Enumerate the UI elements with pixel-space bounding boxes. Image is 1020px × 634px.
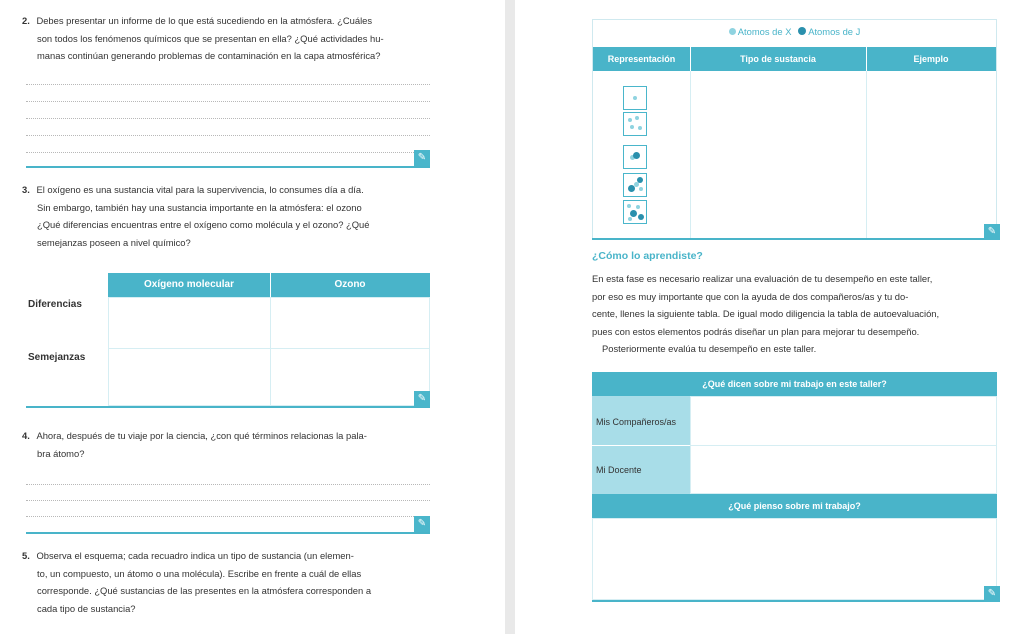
question-3-line-3: ¿Qué diferencias encuentras entre el oxígeno como molécula y el ozono? ¿Qué	[37, 219, 370, 230]
legend-j-label: Atomos de J	[808, 26, 861, 37]
question-3-line-1: El oxígeno es una sustancia vital para la supervivencia, lo consumes día a día.	[36, 184, 364, 195]
header-divider	[690, 47, 691, 71]
substance-table	[592, 19, 997, 239]
evaluation-table	[592, 372, 997, 602]
pencil-icon: ✎	[414, 516, 430, 532]
cell-diferencias-oxigeno[interactable]	[108, 297, 271, 349]
section-divider	[592, 238, 997, 240]
light-dot	[636, 205, 640, 209]
question-4	[22, 427, 482, 462]
row-divider	[592, 445, 690, 446]
section-divider	[26, 532, 430, 534]
header-ejemplo: Ejemplo	[913, 54, 949, 64]
eval-row-companeros: Mis Compañeros/as	[596, 417, 677, 427]
representation-atom	[623, 86, 647, 110]
oxygen-ozone-table	[26, 273, 430, 408]
eval-cell-self[interactable]	[592, 518, 997, 600]
eval-row-docente: Mi Docente	[596, 465, 642, 475]
answer-line[interactable]	[26, 500, 430, 501]
dark-dot-icon	[798, 27, 806, 35]
answer-line[interactable]	[26, 118, 430, 119]
question-2	[22, 12, 482, 65]
question-5-line-2: to, un compuesto, un átomo o una molécula). Escribe en frente a cuál de ellas	[37, 567, 362, 579]
pencil-icon: ✎	[414, 391, 430, 407]
question-3-number: 3.	[22, 184, 30, 195]
dark-dot	[630, 210, 637, 217]
instructions-paragraph	[592, 270, 1017, 358]
light-dot-icon	[729, 28, 736, 35]
eval-header-1-text: ¿Qué dicen sobre mi trabajo en este taller?	[702, 379, 887, 389]
light-dot	[639, 187, 643, 191]
question-3	[22, 181, 482, 251]
question-3-line-2: Sin embargo, también hay una sustancia importante en la atmósfera: el ozono	[37, 201, 362, 213]
left-page	[0, 0, 505, 634]
ejemplo-cell[interactable]	[867, 72, 995, 232]
answer-line[interactable]	[26, 84, 430, 85]
light-dot	[628, 118, 632, 122]
representation-element	[623, 112, 647, 136]
pencil-icon: ✎	[414, 150, 430, 166]
question-4-number: 4.	[22, 430, 30, 441]
header-divider	[866, 47, 867, 71]
question-2-line-2: son todos los fenómenos químicos que se presentan en ella? ¿Qué actividades hu-	[37, 32, 384, 44]
tipo-sustancia-cell[interactable]	[691, 72, 865, 232]
section-divider	[26, 166, 430, 168]
dark-dot	[637, 177, 643, 183]
paragraph-line-1: En esta fase es necesario realizar una evaluación de tu desempeño en este taller,	[592, 273, 933, 284]
right-page	[515, 0, 1020, 634]
cell-semejanzas-ozono[interactable]	[270, 348, 430, 406]
light-dot	[627, 204, 631, 208]
legend-x-label: Atomos de X	[737, 26, 792, 37]
question-4-line-1: Ahora, después de tu viaje por la ciencia, ¿con qué términos relacionas la pala-	[36, 430, 367, 441]
question-5-number: 5.	[22, 550, 30, 561]
eval-cell-companeros[interactable]	[690, 396, 997, 446]
question-2-line-1: Debes presentar un informe de lo que está sucediendo en la atmósfera. ¿Cuáles	[36, 15, 373, 26]
header-oxigeno-molecular: Oxígeno molecular	[143, 279, 235, 290]
question-3-line-4: semejanzas poseen a nivel químico?	[37, 236, 191, 248]
row-label-semejanzas: Semejanzas	[28, 352, 86, 363]
answer-line[interactable]	[26, 484, 430, 485]
answer-line[interactable]	[26, 516, 430, 517]
paragraph-line-4: pues con estos elementos podrás diseñar un plan para mejorar tu desempeño.	[592, 325, 920, 337]
light-dot	[635, 116, 639, 120]
light-dot	[638, 126, 642, 130]
cell-diferencias-ozono[interactable]	[270, 297, 430, 349]
representation-mixture	[623, 200, 647, 224]
answer-line[interactable]	[26, 135, 430, 136]
dark-dot	[633, 152, 640, 159]
paragraph-line-5: Posteriormente evalúa tu desempeño en este taller.	[602, 343, 817, 354]
header-divider	[270, 273, 271, 297]
header-ozono: Ozono	[334, 279, 366, 290]
answer-line[interactable]	[26, 152, 430, 153]
question-5	[22, 547, 482, 617]
question-5-line-1: Observa el esquema; cada recuadro indica un tipo de sustancia (un elemen-	[36, 550, 354, 561]
question-5-line-4: cada tipo de sustancia?	[37, 602, 136, 614]
light-dot	[633, 96, 637, 100]
paragraph-line-3: cente, llenes la siguiente tabla. De igual modo diligencia la tabla de autoevaluación,	[592, 308, 940, 319]
cell-semejanzas-oxigeno[interactable]	[108, 348, 271, 406]
pencil-icon: ✎	[984, 224, 1000, 240]
pencil-icon: ✎	[984, 586, 1000, 602]
section-divider	[592, 600, 997, 602]
header-representacion: Representación	[607, 54, 676, 64]
question-5-line-3: corresponde. ¿Qué sustancias de las presentes en la atmósfera corresponden a	[37, 585, 372, 596]
row-label-diferencias: Diferencias	[28, 299, 82, 310]
paragraph-line-2: por eso es muy importante que con la ayuda de dos compañeros/as y tu do-	[592, 290, 909, 302]
section-divider	[26, 406, 430, 408]
legend	[593, 26, 996, 37]
section-title-como-lo-aprendiste: ¿Cómo lo aprendiste?	[592, 250, 703, 262]
representation-compound	[623, 173, 647, 197]
question-4-line-2: bra átomo?	[37, 447, 85, 459]
eval-header-2-text: ¿Qué pienso sobre mi trabajo?	[728, 501, 861, 511]
header-tipo-sustancia: Tipo de sustancia	[740, 54, 816, 64]
answer-line[interactable]	[26, 101, 430, 102]
eval-cell-docente[interactable]	[690, 445, 997, 494]
representation-molecule	[623, 145, 647, 169]
question-2-line-3: manas continúan generando problemas de contaminación en la capa atmosférica?	[37, 50, 381, 61]
light-dot	[628, 217, 632, 221]
question-2-number: 2.	[22, 15, 30, 26]
light-dot	[630, 125, 634, 129]
dark-dot	[638, 214, 644, 220]
